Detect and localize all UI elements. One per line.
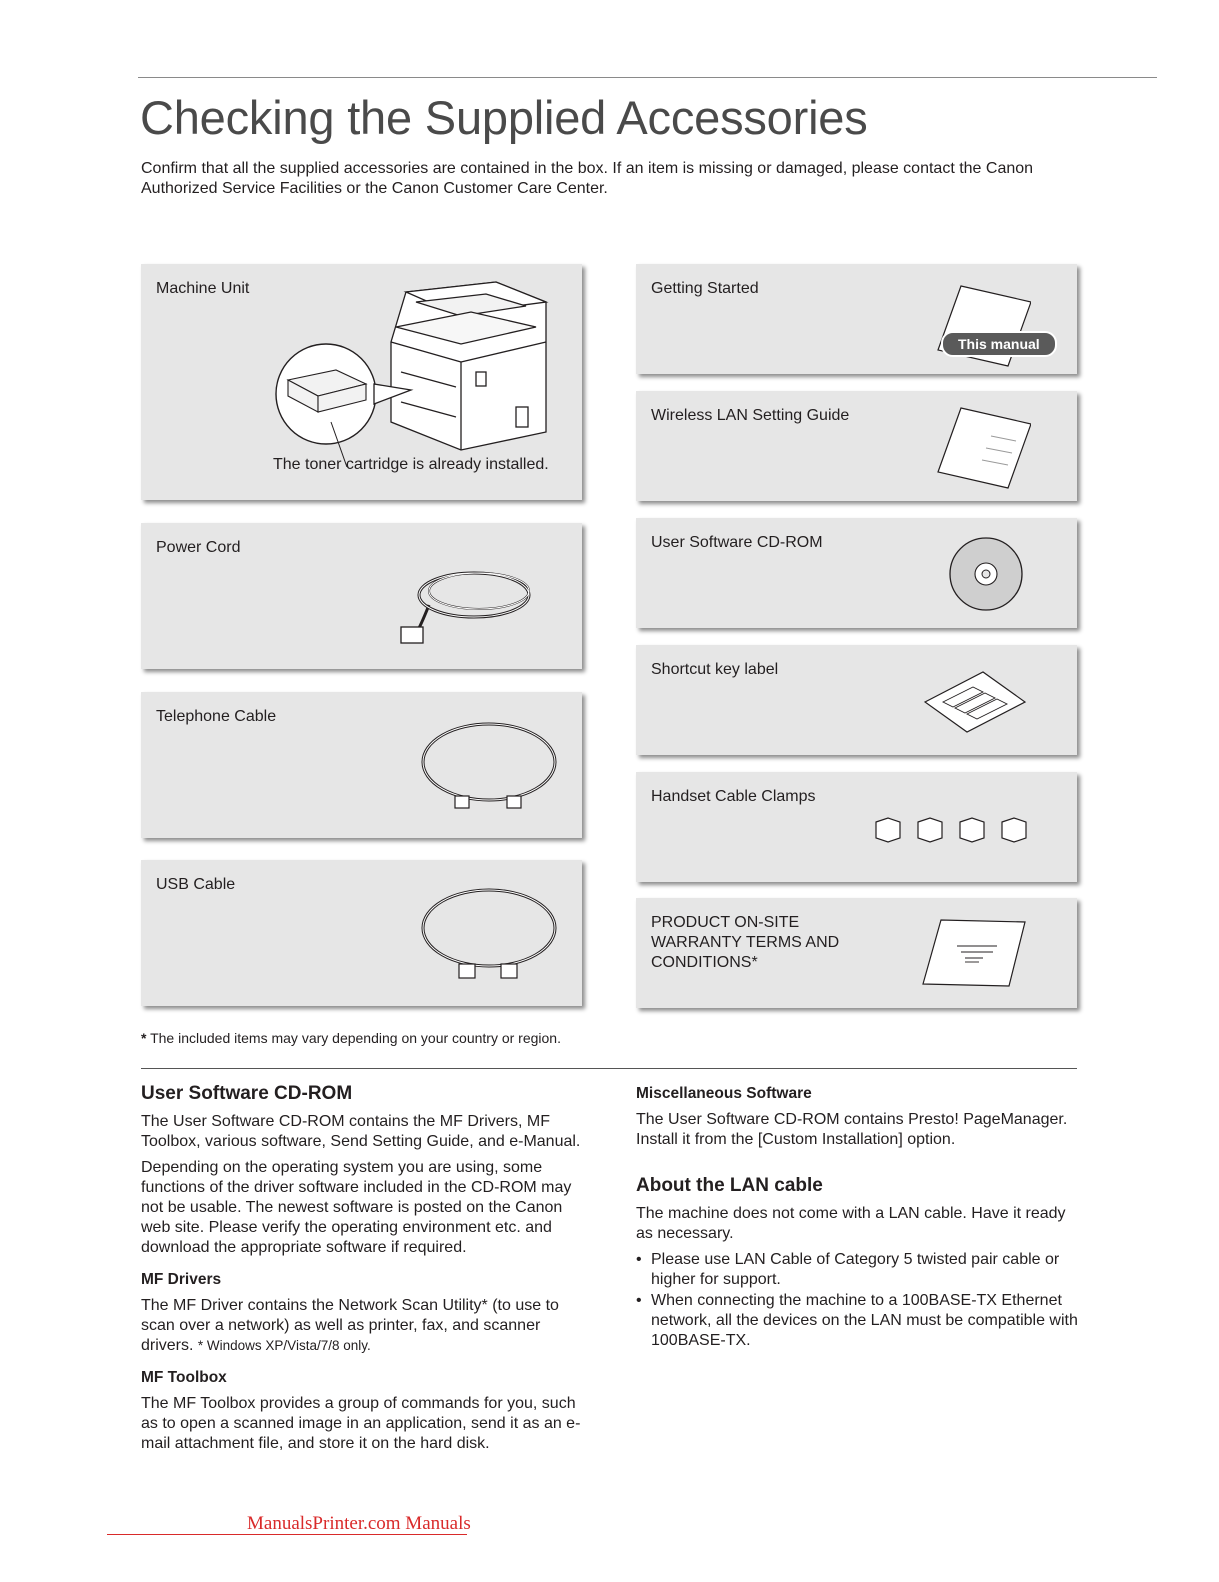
right-text-column — [636, 1084, 1086, 1352]
warranty-label-line: CONDITIONS* — [651, 954, 758, 971]
shortcut-key-label-label: Shortcut key label — [651, 661, 779, 678]
misc-software-heading: Miscellaneous Software — [636, 1085, 812, 1102]
mf-drivers-heading: MF Drivers — [141, 1271, 222, 1288]
telephone-cable-illustration — [419, 720, 559, 815]
handset-cable-clamps-label: Handset Cable Clamps — [651, 788, 816, 805]
wireless-lan-guide-box — [636, 391, 1077, 501]
usb-cable-label: USB Cable — [156, 876, 236, 893]
label-sheet-illustration — [923, 670, 1028, 735]
top-rule — [138, 77, 1157, 78]
warranty-label — [651, 913, 839, 973]
handset-cable-clamps-box — [636, 772, 1077, 882]
mf-drivers-text: The MF Driver contains the Network Scan Utility* (to use to scan over a network) as well as printer, fax, and scanner drivers. — [141, 1297, 559, 1354]
usb-cable-illustration — [419, 886, 559, 986]
lan-cable-text: The machine does not come with a LAN cable. Have it ready as necessary. — [636, 1205, 1066, 1242]
warranty-sheet-illustration — [921, 918, 1029, 990]
page-title: Checking the Supplied Accessories — [140, 91, 868, 144]
cd-rom-heading: User Software CD-ROM — [141, 1083, 353, 1104]
booklet-illustration — [936, 406, 1031, 491]
lan-cable-heading: About the LAN cable — [636, 1175, 823, 1196]
section-divider — [141, 1068, 1077, 1069]
watermark-underline — [107, 1534, 467, 1535]
telephone-cable-label: Telephone Cable — [156, 708, 277, 725]
mf-toolbox-text: The MF Toolbox provides a group of commands for you, such as to open a scanned image in an application, send it as an e-mail attachment file, and store it on the hard disk. — [141, 1395, 581, 1452]
warranty-box — [636, 898, 1077, 1008]
power-cord-label: Power Cord — [156, 539, 241, 556]
footnote-text: The included items may vary depending on your country or region. — [146, 1030, 561, 1046]
warranty-label-line: PRODUCT ON-SITE — [651, 914, 800, 931]
getting-started-label: Getting Started — [651, 280, 759, 297]
intro-text: Confirm that all the supplied accessories are contained in the box. If an item is missing or damaged, please contact the Canon Authorized Service Facilities or the Canon Customer Care Center. — [141, 160, 1034, 197]
shortcut-key-label-box — [636, 645, 1077, 755]
getting-started-box — [636, 264, 1077, 374]
cd-rom-icon — [948, 536, 1028, 612]
usb-cable-box — [141, 860, 582, 1006]
this-manual-badge: This manual — [941, 331, 1057, 357]
cd-rom-box — [636, 518, 1077, 628]
misc-software-text: The User Software CD-ROM contains Presto! PageManager. Install it from the [Custom Installation] option. — [636, 1111, 1068, 1148]
wireless-lan-guide-label: Wireless LAN Setting Guide — [651, 407, 850, 424]
cable-clamps-illustration — [874, 816, 1034, 846]
list-item: • When connecting the machine to a 100BASE-TX Ethernet network, all the devices on the LAN must be compatible with 100BASE-TX. — [636, 1291, 1086, 1351]
power-cord-illustration — [399, 555, 559, 650]
left-text-column — [141, 1082, 591, 1460]
list-item: • Please use LAN Cable of Category 5 twisted pair cable or higher for support. — [636, 1250, 1086, 1290]
printer-illustration — [266, 272, 566, 467]
footnote-mark: * — [141, 1030, 147, 1046]
toner-note: The toner cartridge is already installed. — [273, 456, 549, 473]
cd-rom-label: User Software CD-ROM — [651, 534, 823, 551]
cd-rom-para-1: The User Software CD-ROM contains the MF Drivers, MF Toolbox, various software, Send Setting Guide, and e-Manual. — [141, 1113, 581, 1150]
mf-drivers-note: * Windows XP/Vista/7/8 only. — [197, 1338, 371, 1353]
machine-unit-label: Machine Unit — [156, 280, 250, 297]
warranty-label-line: WARRANTY TERMS AND — [651, 934, 840, 951]
mf-toolbox-heading: MF Toolbox — [141, 1369, 227, 1386]
power-cord-box — [141, 523, 582, 669]
cd-rom-para-2: Depending on the operating system you are using, some functions of the driver software included in the CD-ROM may not be usable. The newest software is posted on the Canon web site. Please verify the operating environment etc. and download the appropriate software if required. — [141, 1159, 572, 1256]
watermark-link[interactable]: ManualsPrinter.com Manuals — [247, 1513, 471, 1534]
footnote — [141, 1030, 561, 1046]
telephone-cable-box — [141, 692, 582, 838]
machine-unit-box — [141, 264, 582, 500]
lan-cable-bullets — [636, 1250, 1086, 1351]
